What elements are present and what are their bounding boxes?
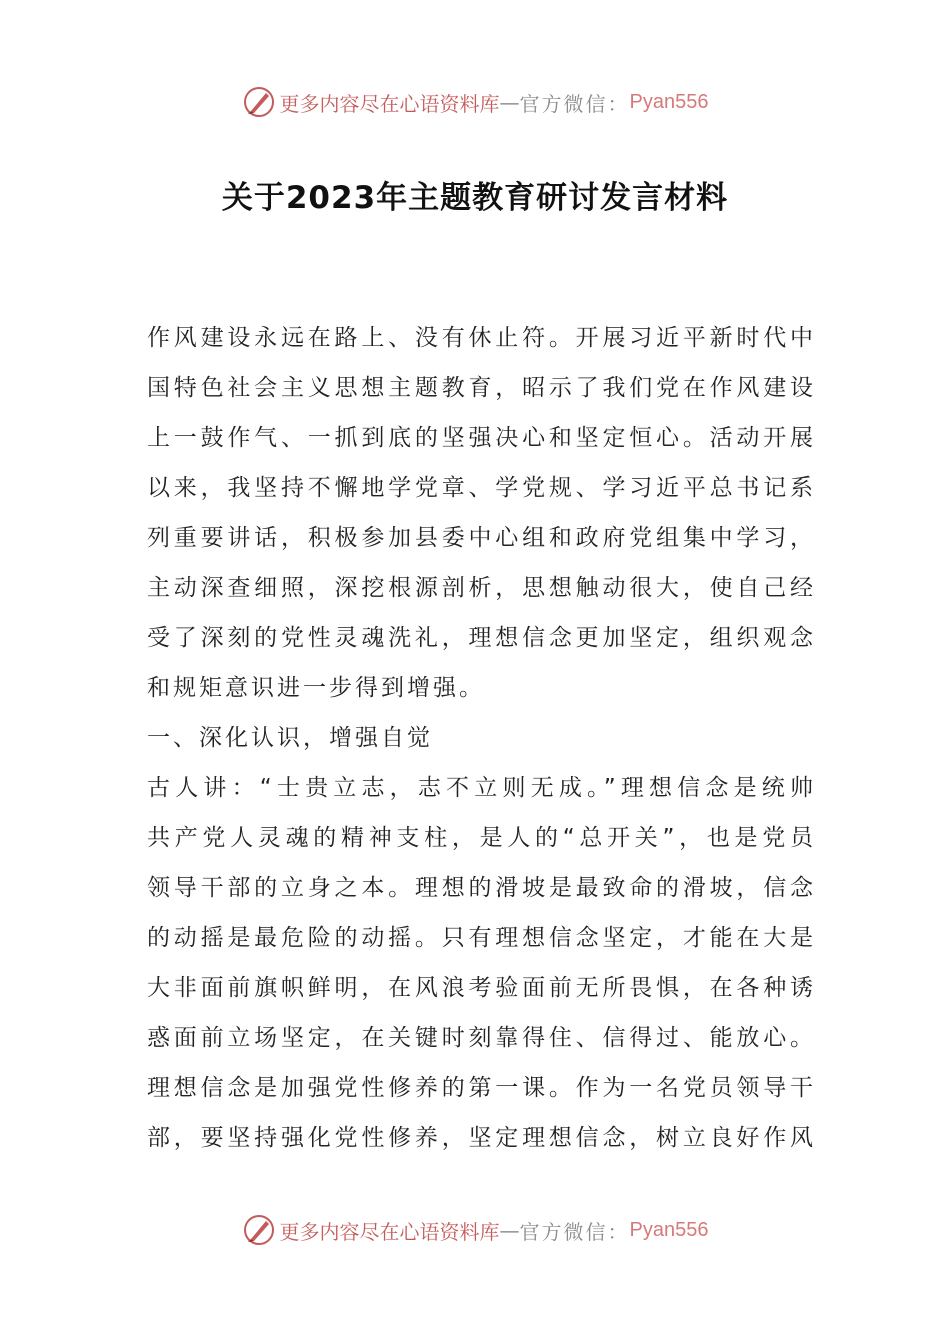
body-line: 共产党人灵魂的精神支柱，是人的“总开关”，也是党员 — [147, 825, 813, 851]
body-line: 列重要讲话，积极参加县委中心组和政府党组集中学习， — [147, 525, 813, 551]
body-line: 作风建设永远在路上、没有休止符。开展习近平新时代中 — [147, 325, 813, 351]
banner-wechat-label: 官方微信： — [519, 91, 630, 116]
document-title: 关于2023年主题教育研讨发言材料 — [221, 180, 729, 216]
body-line: 和规矩意识进一步得到增强。 — [147, 675, 485, 701]
body-line: 的动摇是最危险的动摇。只有理想信念坚定，才能在大是 — [147, 925, 813, 951]
header-banner — [0, 82, 950, 122]
section-heading: 一、深化认识，增强自觉 — [147, 725, 433, 751]
banner-text: 更多内容尽在心语资料库 — [279, 1219, 500, 1244]
body-line: 以来，我坚持不懈地学党章、学党规、学习近平总书记系 — [147, 475, 813, 501]
banner-wechat-label: 官方微信： — [519, 1219, 630, 1244]
body-line: 上一鼓作气、一抓到底的坚强决心和坚定恒心。活动开展 — [147, 425, 813, 451]
body-line: 主动深查细照，深挖根源剖析，思想触动很大，使自己经 — [147, 575, 813, 601]
body-line: 惑面前立场坚定，在关键时刻靠得住、信得过、能放心。 — [147, 1025, 813, 1051]
body-line: 理想信念是加强党性修养的第一课。作为一名党员领导干 — [147, 1075, 813, 1101]
banner-dash: — — [499, 1218, 520, 1242]
body-line: 国特色社会主义思想主题教育，昭示了我们党在作风建设 — [147, 375, 813, 401]
body-line: 部，要坚持强化党性修养，坚定理想信念，树立良好作风 — [147, 1125, 813, 1151]
body-line: 受了深刻的党性灵魂洗礼，理想信念更加坚定，组织观念 — [147, 625, 813, 651]
banner-wechat-id: Pyan556 — [629, 90, 709, 113]
quill-pen-logo-icon — [242, 1213, 276, 1247]
body-line: 领导干部的立身之本。理想的滑坡是最致命的滑坡，信念 — [147, 875, 813, 901]
footer-banner — [0, 1210, 950, 1250]
banner-text: 更多内容尽在心语资料库 — [279, 91, 500, 116]
quill-pen-logo-icon — [242, 85, 276, 119]
body-line: 古人讲：“士贵立志，志不立则无成。”理想信念是统帅 — [147, 775, 813, 801]
banner-dash: — — [499, 90, 520, 114]
document-body — [147, 313, 813, 1163]
banner-wechat-id: Pyan556 — [629, 1218, 709, 1241]
body-line: 大非面前旗帜鲜明，在风浪考验面前无所畏惧，在各种诱 — [147, 975, 813, 1001]
